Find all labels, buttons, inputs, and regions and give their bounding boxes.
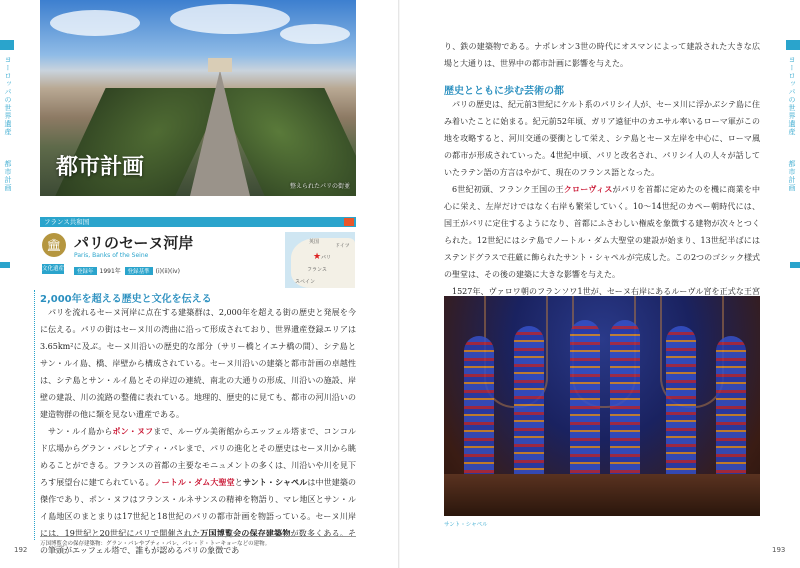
keyword-notre-dame: ノートル・ダム大聖堂: [153, 477, 235, 487]
section1-body: [40, 304, 356, 559]
page-number-left: 192: [14, 546, 28, 554]
criteria: (i)(ii)(iv): [155, 268, 180, 275]
keyword-pont-neuf: ポン・ヌフ: [112, 426, 154, 436]
paragraph: り、鉄の建築物である。ナポレオン3世の時代にオスマンによって建設された大きな広場と大通りは、世界中の都市計画に影響を与えた。: [444, 42, 760, 68]
map-label-uk: 英国: [309, 239, 320, 245]
footnote: 万国博覧会の保存建築物：グラン・パレやプティ・パレ、パレ・ド・トーキョーなどの建物。: [40, 536, 356, 547]
page-title: 都市計画: [56, 155, 145, 180]
map-label-france: フランス: [307, 267, 327, 273]
map-label-germany: ドイツ: [335, 243, 350, 249]
side-label: ヨーロッパの世界遺産: [4, 56, 12, 136]
criteria-label: 登録基準: [125, 267, 153, 275]
reg-year-label: 登録年: [74, 267, 97, 275]
side-tab-marker-right: [786, 40, 800, 50]
section2-heading: 歴史とともに歩む芸術の都: [444, 86, 564, 97]
paragraph: パリを流れるセーヌ河岸に点在する建築群は、2,000年を超える街の歴史と発展を今に伝える。パリの街はセーヌ川の湾曲に沿って形成されており、世界遺産登録エリアは3.65km²に及ぶ。セーヌ川沿いの歴史的な部分（サリー橋とイエナ橋の間）、シテ島とサン・ルイ島、橋、岸壁から構成されている。セーヌ川沿いの建築と都市計画の卓越性は、シテ島とサン・ルイ島とその岸辺の連続、南北の大通りの形成、川沿いの施設、岸壁の建設、川の流路の整備に表れている。地理的、歴史的に見ても、都市の河川沿いの建造物群の他に類を見ない遺産である。: [40, 308, 356, 419]
paragraph: サン・ルイ島からポン・ヌフまで、ルーヴル美術館からエッフェル塔まで、コンコルド広場からグラン・パレとプティ・パレまで、パリの進化とその歴史はセーヌ川から眺めることができる。フランスの首都の主要なモニュメントの多くは、川沿いや川を見下ろす展望台に建てられている。ノートル・ダム大聖堂とサント・シャペルは中世建築の傑作であり、ポン・ヌフはフランス・ルネサンスの精神を物語り、マレ地区とサン・ルイ島地区のまとまりは17世紀と18世紀のパリの都市計画を物語っている。セーヌ川岸には、19世紀と20世紀にパリで開催された万国博覧会の保存建築物が数多くある。その筆頭がエッフェル塔で、誰もが認めるパリの象徴であ: [40, 426, 357, 555]
heritage-emblem-icon: 🏛: [42, 233, 66, 257]
paragraph: 6世紀初頭、フランク王国の王クローヴィスがパリを首都に定めたのを機に商業を中心に栄え、左岸だけではなく右岸も繁栄していく。10〜14世紀のカペー朝時代には、国王がパリに定住するようになり、首都にふさわしい権威を象徴する建物が次々とつくられた。12世紀にはシテ島でノートル・ダム大聖堂の建設が始まり、13世紀半ばにはステンドグラスで荘厳に飾られたサント・シャペルが完成した。この2つのゴシック様式の聖堂は、その後の建築に大きな影響を与えた。: [444, 184, 760, 279]
section2-body: [444, 96, 760, 317]
sainte-chapelle-photo: [444, 296, 760, 516]
reg-year: 1991年: [99, 268, 121, 275]
side-tab-marker: [0, 40, 14, 50]
section1-heading: 2,000年を超える歴史と文化を伝える: [40, 294, 212, 305]
map-label-paris: パリ: [321, 255, 332, 261]
category-badge: 文化遺産: [42, 266, 65, 272]
page-number-right: 193: [772, 546, 786, 554]
hero-caption: 整えられたパリの街並: [289, 183, 350, 190]
dotted-rule: [34, 290, 35, 540]
paris-marker-icon: ★: [313, 252, 322, 262]
map-label-spain: スペイン: [295, 279, 316, 285]
paragraph: 1527年、ヴァロワ朝のフランソワ1世が、セーヌ右岸にあるルーヴル宮を正式な王宮: [452, 287, 760, 296]
location-map: [285, 232, 355, 288]
photo-caption: サント・シャペル: [444, 522, 488, 528]
country-name: フランス共和国: [44, 218, 90, 226]
section-label-right: 都市計画: [788, 160, 796, 192]
right-continuation: [444, 38, 760, 72]
keyword-sainte-chapelle: サント・シャペル: [242, 477, 308, 487]
side-label-right: ヨーロッパの世界遺産: [788, 56, 796, 136]
side-tab-marker-right-2: [790, 262, 800, 268]
country-bar: [40, 217, 356, 227]
site-name: パリのセーヌ河岸: [74, 234, 194, 252]
section-label: 都市計画: [4, 160, 12, 192]
paragraph: パリの歴史は、紀元前3世紀にケルト系のパリシイ人が、セーヌ川に浮かぶシテ島に住み着いたことに始まる。紀元前52年頃、ガリア遠征中のカエサル率いるローマ軍がこの地を攻略すると、河川交通の要衝として栄え、シテ島とセーヌ左岸を中心に、ローマ風の都市が形成されていった。4世紀中頃、パリと改名され、パリシイ人の人々が話していたラテン語の方言はやがて、現在のフランス語となった。: [444, 100, 760, 177]
flag-icon: [344, 218, 354, 226]
arc-de-triomphe: [208, 58, 232, 72]
registration-info: [74, 266, 180, 275]
keyword-clovis: クローヴィス: [563, 184, 613, 194]
keyword-expo-buildings: 万国博覧会の保存建築物: [200, 528, 291, 538]
side-tab-marker-2: [0, 262, 10, 268]
site-name-en: Paris, Banks of the Seine: [74, 252, 149, 259]
